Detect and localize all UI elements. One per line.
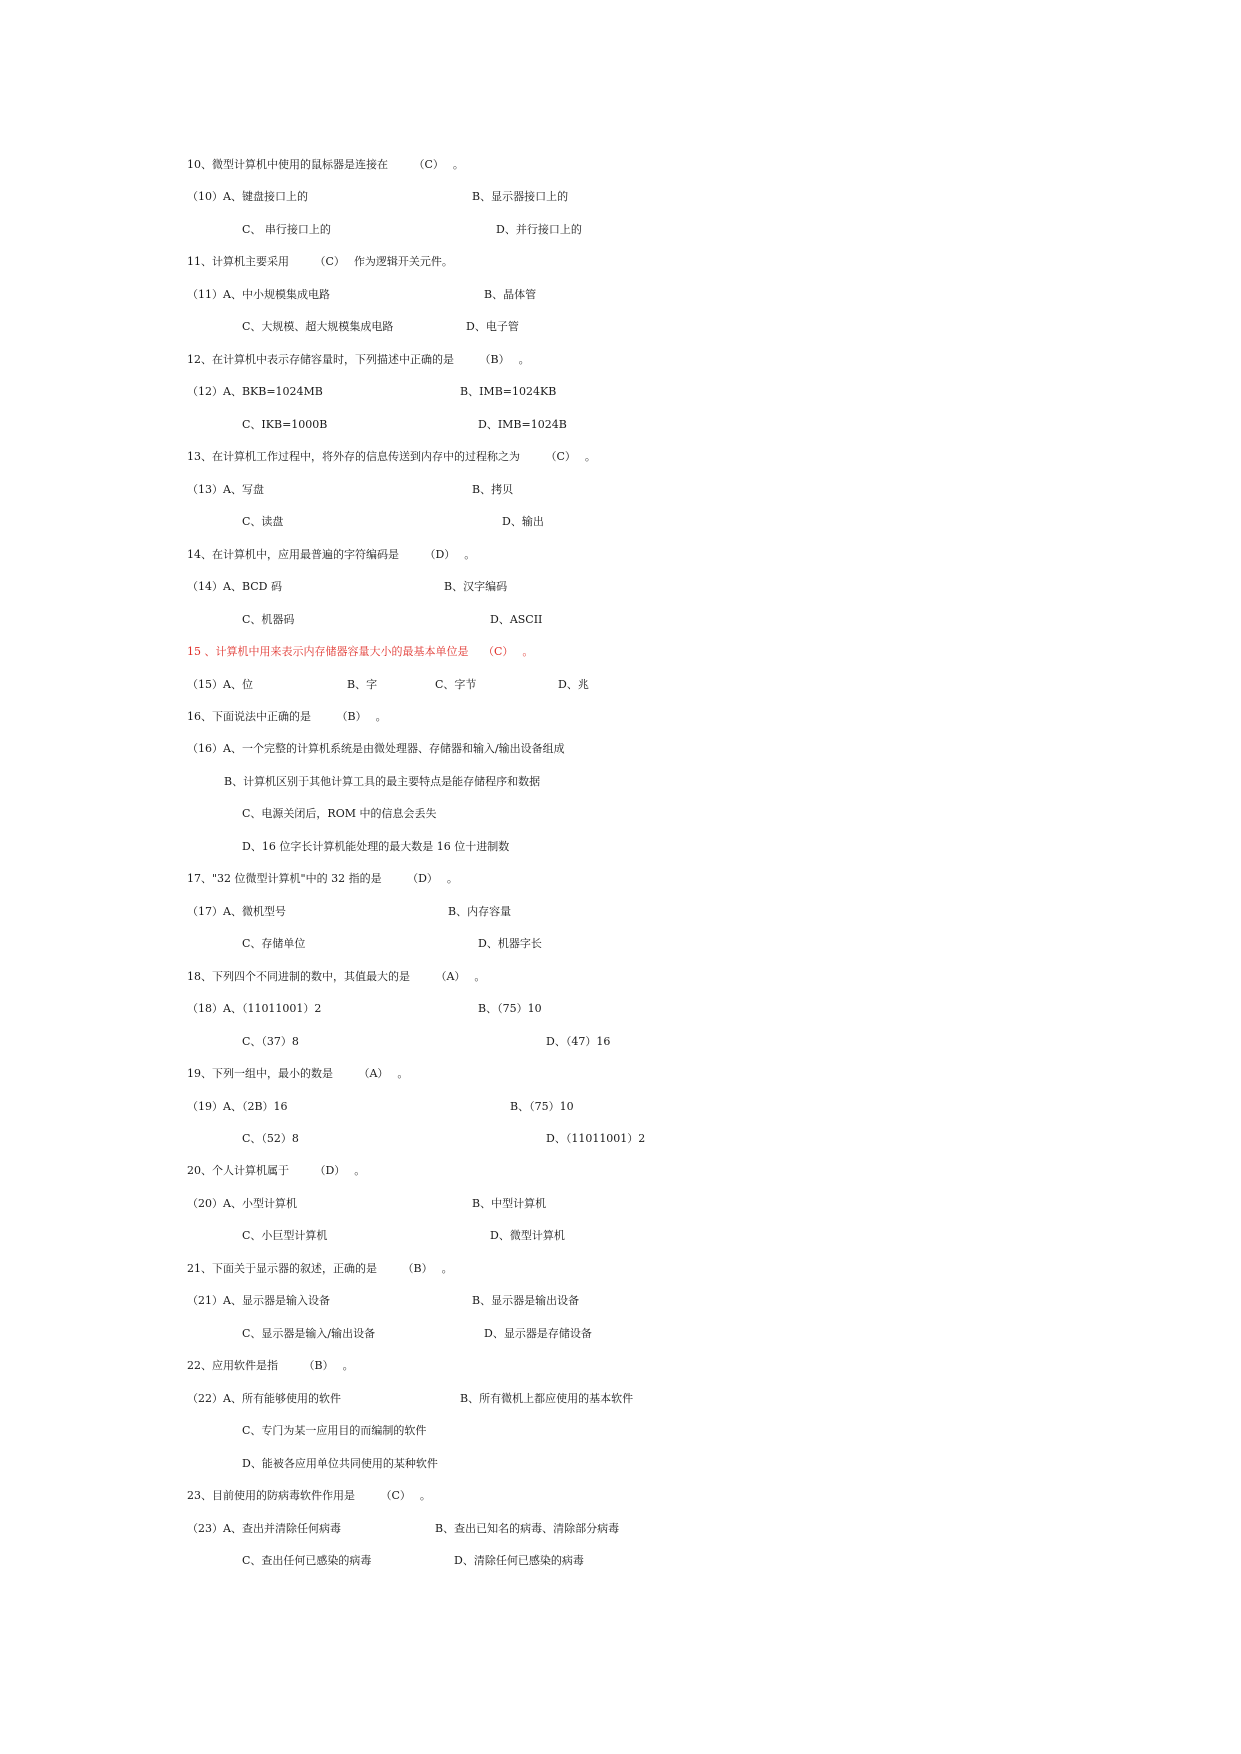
question-12-option-c: C、IKB=1000B xyxy=(242,418,328,431)
question-23-option-d: D、清除任何已感染的病毒 xyxy=(454,1554,584,1567)
question-23-stem: 23、目前使用的防病毒软件作用是 （C） 。 xyxy=(187,1489,431,1502)
question-14-stem: 14、在计算机中，应用最普遍的字符编码是 （D） 。 xyxy=(187,548,476,561)
question-10-option-b: B、显示器接口上的 xyxy=(472,190,569,203)
question-10-option-a: （10）A、键盘接口上的 xyxy=(187,190,308,203)
question-17-option-b: B、内存容量 xyxy=(448,905,512,918)
question-20-option-a: （20）A、小型计算机 xyxy=(187,1197,297,1210)
question-22-option-a: （22）A、所有能够使用的软件 xyxy=(187,1392,341,1405)
question-18-option-a: （18）A、（11011001）2 xyxy=(187,1002,322,1015)
question-22-option-b: B、所有微机上都应使用的基本软件 xyxy=(460,1392,634,1405)
question-20-option-b: B、中型计算机 xyxy=(472,1197,547,1210)
question-19-stem: 19、下列一组中，最小的数是 （A） 。 xyxy=(187,1067,409,1080)
question-17-stem: 17、"32 位微型计算机"中的 32 指的是 （D） 。 xyxy=(187,872,458,885)
question-15-option-d: D、兆 xyxy=(558,678,589,691)
question-12-option-a: （12）A、BKB=1024MB xyxy=(187,385,323,398)
question-12-option-d: D、IMB=1024B xyxy=(478,418,567,431)
question-11-option-c: C、大规模、超大规模集成电路 xyxy=(242,320,394,333)
question-18-option-b: B、（75）10 xyxy=(478,1002,542,1015)
question-20-option-d: D、微型计算机 xyxy=(490,1229,565,1242)
question-21-option-c: C、显示器是输入/输出设备 xyxy=(242,1327,376,1340)
question-14-option-b: B、汉字编码 xyxy=(444,580,508,593)
question-13-stem: 13、在计算机工作过程中，将外存的信息传送到内存中的过程称之为 （C） 。 xyxy=(187,450,596,463)
question-16-option-d: D、16 位字长计算机能处理的最大数是 16 位十进制数 xyxy=(242,840,510,853)
question-12-stem: 12、在计算机中表示存储容量时，下列描述中正确的是 （B） 。 xyxy=(187,353,530,366)
question-17-option-d: D、机器字长 xyxy=(478,937,542,950)
question-13-option-c: C、读盘 xyxy=(242,515,284,528)
question-22-option-d: D、能被各应用单位共同使用的某种软件 xyxy=(242,1457,438,1470)
question-14-option-c: C、机器码 xyxy=(242,613,295,626)
question-21-option-b: B、显示器是输出设备 xyxy=(472,1294,580,1307)
question-13-option-b: B、拷贝 xyxy=(472,483,514,496)
question-18-option-d: D、（47）16 xyxy=(546,1035,611,1048)
question-10-stem: 10、微型计算机中使用的鼠标器是连接在 （C） 。 xyxy=(187,158,464,171)
question-14-option-d: D、ASCII xyxy=(490,613,543,626)
question-22-option-c: C、专门为某一应用目的而编制的软件 xyxy=(242,1424,427,1437)
question-10-option-d: D、并行接口上的 xyxy=(496,223,582,236)
question-19-option-d: D、（11011001）2 xyxy=(546,1132,646,1145)
question-13-option-a: （13）A、写盘 xyxy=(187,483,264,496)
question-15-option-a: （15）A、位 xyxy=(187,678,253,691)
question-11-option-d: D、电子管 xyxy=(466,320,519,333)
question-15-option-c: C、字节 xyxy=(435,678,477,691)
question-23-option-b: B、查出已知名的病毒、清除部分病毒 xyxy=(435,1522,620,1535)
question-23-option-c: C、查出任何已感染的病毒 xyxy=(242,1554,372,1567)
question-19-option-b: B、（75）10 xyxy=(510,1100,574,1113)
question-10-option-c: C、 串行接口上的 xyxy=(242,223,331,236)
question-23-option-a: （23）A、查出并清除任何病毒 xyxy=(187,1522,341,1535)
question-17-option-c: C、存储单位 xyxy=(242,937,306,950)
question-16-stem: 16、下面说法中正确的是 （B） 。 xyxy=(187,710,387,723)
question-16-option-b: B、计算机区别于其他计算工具的最主要特点是能存储程序和数据 xyxy=(224,775,541,788)
question-18-option-c: C、（37）8 xyxy=(242,1035,299,1048)
question-19-option-c: C、（52）8 xyxy=(242,1132,299,1145)
question-21-option-a: （21）A、显示器是输入设备 xyxy=(187,1294,330,1307)
question-22-stem: 22、应用软件是指 （B） 。 xyxy=(187,1359,354,1372)
question-17-option-a: （17）A、微机型号 xyxy=(187,905,286,918)
question-12-option-b: B、IMB=1024KB xyxy=(460,385,557,398)
question-18-stem: 18、下列四个不同进制的数中，其值最大的是 （A） 。 xyxy=(187,970,486,983)
question-19-option-a: （19）A、（2B）16 xyxy=(187,1100,288,1113)
question-21-stem: 21、下面关于显示器的叙述，正确的是 （B） 。 xyxy=(187,1262,453,1275)
question-16-option-a: （16）A、一个完整的计算机系统是由微处理器、存储器和输入/输出设备组成 xyxy=(187,742,565,755)
question-11-option-b: B、晶体管 xyxy=(484,288,537,301)
question-20-option-c: C、小巨型计算机 xyxy=(242,1229,328,1242)
question-11-stem: 11、计算机主要采用 （C） 作为逻辑开关元件。 xyxy=(187,255,453,268)
question-20-stem: 20、个人计算机属于 （D） 。 xyxy=(187,1164,366,1177)
question-16-option-c: C、电源关闭后，ROM 中的信息会丢失 xyxy=(242,807,437,820)
question-13-option-d: D、输出 xyxy=(502,515,544,528)
question-14-option-a: （14）A、BCD 码 xyxy=(187,580,282,593)
question-15-stem: 15 、计算机中用来表示内存储器容量大小的最基本单位是 （C） 。 xyxy=(187,645,534,658)
question-11-option-a: （11）A、中小规模集成电路 xyxy=(187,288,330,301)
question-21-option-d: D、显示器是存储设备 xyxy=(484,1327,592,1340)
question-15-option-b: B、字 xyxy=(347,678,378,691)
